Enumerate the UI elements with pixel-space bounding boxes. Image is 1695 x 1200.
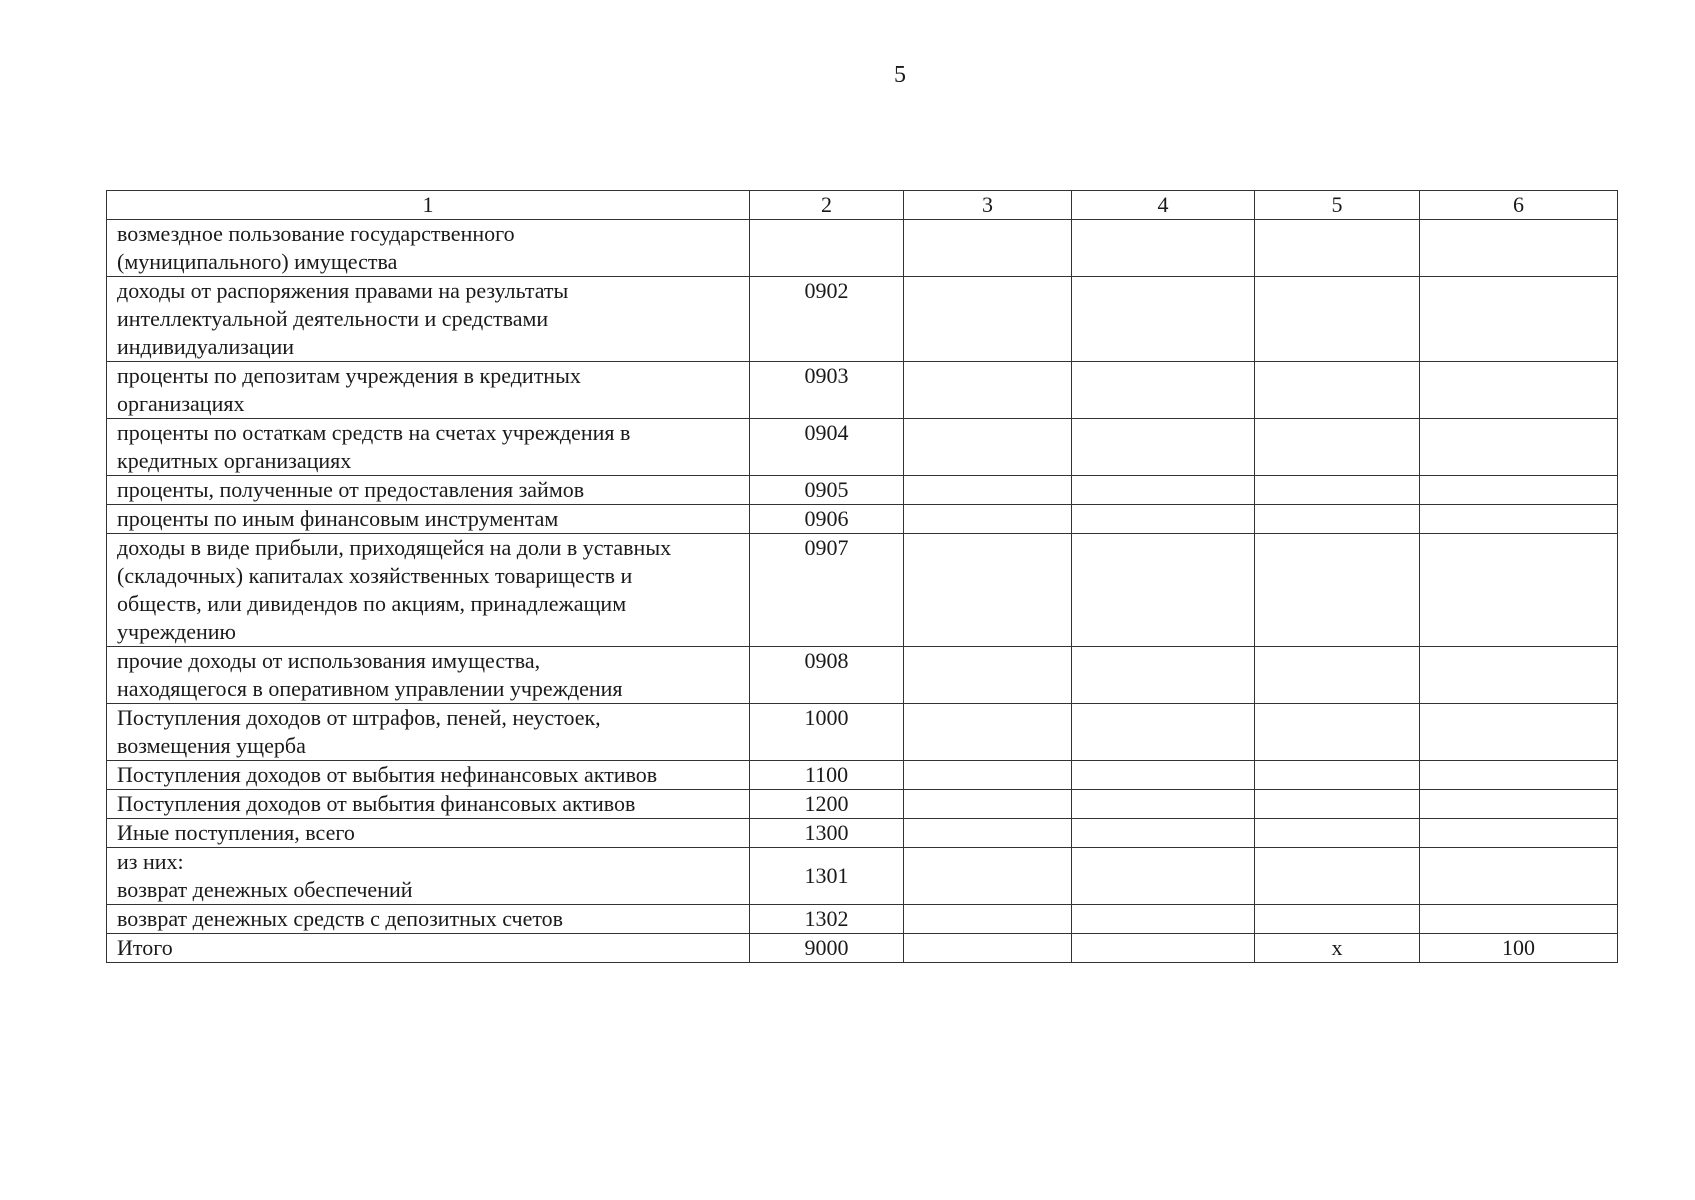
row-value-c5 bbox=[1255, 220, 1420, 277]
row-value-c6 bbox=[1420, 647, 1618, 704]
row-value-c4 bbox=[1072, 220, 1255, 277]
row-description-line: проценты по остаткам средств на счетах учреждения в bbox=[117, 420, 631, 445]
row-description bbox=[107, 647, 750, 704]
row-description-line: организациях bbox=[117, 391, 245, 416]
income-table bbox=[106, 190, 1618, 963]
row-value-c6 bbox=[1420, 419, 1618, 476]
row-description bbox=[107, 905, 750, 934]
row-code: 9000 bbox=[750, 934, 904, 963]
row-description-line: (муниципального) имущества bbox=[117, 249, 398, 274]
row-description-line: возврат денежных средств с депозитных счетов bbox=[117, 906, 564, 931]
row-value-c6 bbox=[1420, 848, 1618, 905]
header-cell-6: 6 bbox=[1420, 191, 1618, 220]
row-value-c5 bbox=[1255, 905, 1420, 934]
row-value-c5 bbox=[1255, 819, 1420, 848]
row-value-c3 bbox=[904, 934, 1072, 963]
row-value-c4 bbox=[1072, 534, 1255, 647]
row-description bbox=[107, 790, 750, 819]
row-value-c6 bbox=[1420, 819, 1618, 848]
table-row bbox=[107, 905, 1618, 934]
row-description bbox=[107, 505, 750, 534]
row-value-c3 bbox=[904, 419, 1072, 476]
table-row bbox=[107, 819, 1618, 848]
row-value-c4 bbox=[1072, 277, 1255, 362]
row-value-c5 bbox=[1255, 534, 1420, 647]
row-value-c6 bbox=[1420, 534, 1618, 647]
table-row bbox=[107, 790, 1618, 819]
row-value-c4 bbox=[1072, 819, 1255, 848]
row-description bbox=[107, 848, 750, 905]
row-description bbox=[107, 362, 750, 419]
row-description-line: возмездное пользование государственного bbox=[117, 221, 515, 246]
row-code: 1200 bbox=[750, 790, 904, 819]
row-value-c3 bbox=[904, 362, 1072, 419]
row-code bbox=[750, 220, 904, 277]
row-description-line: (складочных) капиталах хозяйственных товариществ и bbox=[117, 563, 633, 588]
row-description-line: Иные поступления, всего bbox=[117, 820, 355, 845]
row-value-c3 bbox=[904, 505, 1072, 534]
row-code: 0905 bbox=[750, 476, 904, 505]
row-value-c4 bbox=[1072, 905, 1255, 934]
table-row bbox=[107, 848, 1618, 905]
row-value-c3 bbox=[904, 476, 1072, 505]
row-code: 1100 bbox=[750, 761, 904, 790]
row-value-c6 bbox=[1420, 905, 1618, 934]
row-description-line: прочие доходы от использования имущества, bbox=[117, 648, 541, 673]
row-value-c3 bbox=[904, 220, 1072, 277]
header-cell-1: 1 bbox=[107, 191, 750, 220]
row-value-c3 bbox=[904, 761, 1072, 790]
row-value-c5 bbox=[1255, 790, 1420, 819]
row-description-line: возврат денежных обеспечений bbox=[117, 877, 413, 902]
row-description bbox=[107, 220, 750, 277]
row-value-c5 bbox=[1255, 505, 1420, 534]
row-code: 0906 bbox=[750, 505, 904, 534]
row-description-line: из них: bbox=[117, 849, 184, 874]
row-value-c5 bbox=[1255, 419, 1420, 476]
row-description-line: проценты по депозитам учреждения в кредитных bbox=[117, 363, 581, 388]
row-description-line: Поступления доходов от выбытия финансовых активов bbox=[117, 791, 636, 816]
row-value-c6 bbox=[1420, 277, 1618, 362]
row-value-c6 bbox=[1420, 761, 1618, 790]
row-description-line: доходы от распоряжения правами на результаты bbox=[117, 278, 569, 303]
row-value-c6 bbox=[1420, 790, 1618, 819]
row-value-c4 bbox=[1072, 790, 1255, 819]
row-value-c6 bbox=[1420, 362, 1618, 419]
row-description-line: обществ, или дивидендов по акциям, принадлежащим bbox=[117, 591, 627, 616]
row-value-c3 bbox=[904, 819, 1072, 848]
page-number: 5 bbox=[894, 62, 906, 88]
row-value-c5 bbox=[1255, 362, 1420, 419]
row-value-c6: 100 bbox=[1420, 934, 1618, 963]
table-row bbox=[107, 704, 1618, 761]
row-description-line: доходы в виде прибыли, приходящейся на доли в уставных bbox=[117, 535, 672, 560]
row-description-line: проценты, полученные от предоставления займов bbox=[117, 477, 585, 502]
row-value-c5 bbox=[1255, 848, 1420, 905]
header-cell-3: 3 bbox=[904, 191, 1072, 220]
income-table-body bbox=[107, 191, 1618, 963]
header-cell-2: 2 bbox=[750, 191, 904, 220]
row-value-c5: x bbox=[1255, 934, 1420, 963]
row-code: 0904 bbox=[750, 419, 904, 476]
row-description-line: Итого bbox=[117, 935, 173, 960]
row-description bbox=[107, 277, 750, 362]
row-value-c5 bbox=[1255, 277, 1420, 362]
row-description bbox=[107, 704, 750, 761]
row-description-line: Поступления доходов от штрафов, пеней, неустоек, bbox=[117, 705, 601, 730]
row-value-c4 bbox=[1072, 419, 1255, 476]
row-description-line: возмещения ущерба bbox=[117, 733, 306, 758]
row-description bbox=[107, 476, 750, 505]
table-header-row bbox=[107, 191, 1618, 220]
row-value-c3 bbox=[904, 534, 1072, 647]
row-value-c3 bbox=[904, 277, 1072, 362]
row-code: 0907 bbox=[750, 534, 904, 647]
row-description-line: кредитных организациях bbox=[117, 448, 352, 473]
table-row bbox=[107, 277, 1618, 362]
table-row bbox=[107, 220, 1618, 277]
row-value-c5 bbox=[1255, 704, 1420, 761]
row-value-c3 bbox=[904, 790, 1072, 819]
row-value-c4 bbox=[1072, 362, 1255, 419]
row-value-c4 bbox=[1072, 704, 1255, 761]
row-value-c6 bbox=[1420, 505, 1618, 534]
row-code: 1302 bbox=[750, 905, 904, 934]
table-row bbox=[107, 647, 1618, 704]
row-value-c5 bbox=[1255, 647, 1420, 704]
row-description bbox=[107, 419, 750, 476]
row-code: 0902 bbox=[750, 277, 904, 362]
row-code: 0908 bbox=[750, 647, 904, 704]
row-code: 1000 bbox=[750, 704, 904, 761]
row-value-c5 bbox=[1255, 476, 1420, 505]
header-cell-5: 5 bbox=[1255, 191, 1420, 220]
row-description-line: индивидуализации bbox=[117, 334, 295, 359]
row-description bbox=[107, 819, 750, 848]
row-value-c4 bbox=[1072, 476, 1255, 505]
row-code: 1301 bbox=[750, 848, 904, 905]
table-row bbox=[107, 761, 1618, 790]
table-row bbox=[107, 934, 1618, 963]
table-row bbox=[107, 476, 1618, 505]
row-description bbox=[107, 934, 750, 963]
table-row bbox=[107, 505, 1618, 534]
row-value-c4 bbox=[1072, 848, 1255, 905]
table-row bbox=[107, 534, 1618, 647]
header-cell-4: 4 bbox=[1072, 191, 1255, 220]
row-value-c3 bbox=[904, 704, 1072, 761]
row-value-c4 bbox=[1072, 761, 1255, 790]
row-value-c6 bbox=[1420, 704, 1618, 761]
row-description bbox=[107, 534, 750, 647]
row-value-c4 bbox=[1072, 505, 1255, 534]
row-description-line: проценты по иным финансовым инструментам bbox=[117, 506, 559, 531]
row-value-c6 bbox=[1420, 220, 1618, 277]
row-description-line: учреждению bbox=[117, 619, 236, 644]
table-row bbox=[107, 419, 1618, 476]
row-description-line: Поступления доходов от выбытия нефинансовых активов bbox=[117, 762, 658, 787]
row-description-line: находящегося в оперативном управлении учреждения bbox=[117, 676, 623, 701]
row-value-c4 bbox=[1072, 647, 1255, 704]
table-row bbox=[107, 362, 1618, 419]
row-value-c4 bbox=[1072, 934, 1255, 963]
row-code: 1300 bbox=[750, 819, 904, 848]
row-description-line: интеллектуальной деятельности и средствами bbox=[117, 306, 549, 331]
row-value-c3 bbox=[904, 647, 1072, 704]
row-value-c6 bbox=[1420, 476, 1618, 505]
row-code: 0903 bbox=[750, 362, 904, 419]
row-description bbox=[107, 761, 750, 790]
row-value-c3 bbox=[904, 905, 1072, 934]
row-value-c3 bbox=[904, 848, 1072, 905]
row-value-c5 bbox=[1255, 761, 1420, 790]
